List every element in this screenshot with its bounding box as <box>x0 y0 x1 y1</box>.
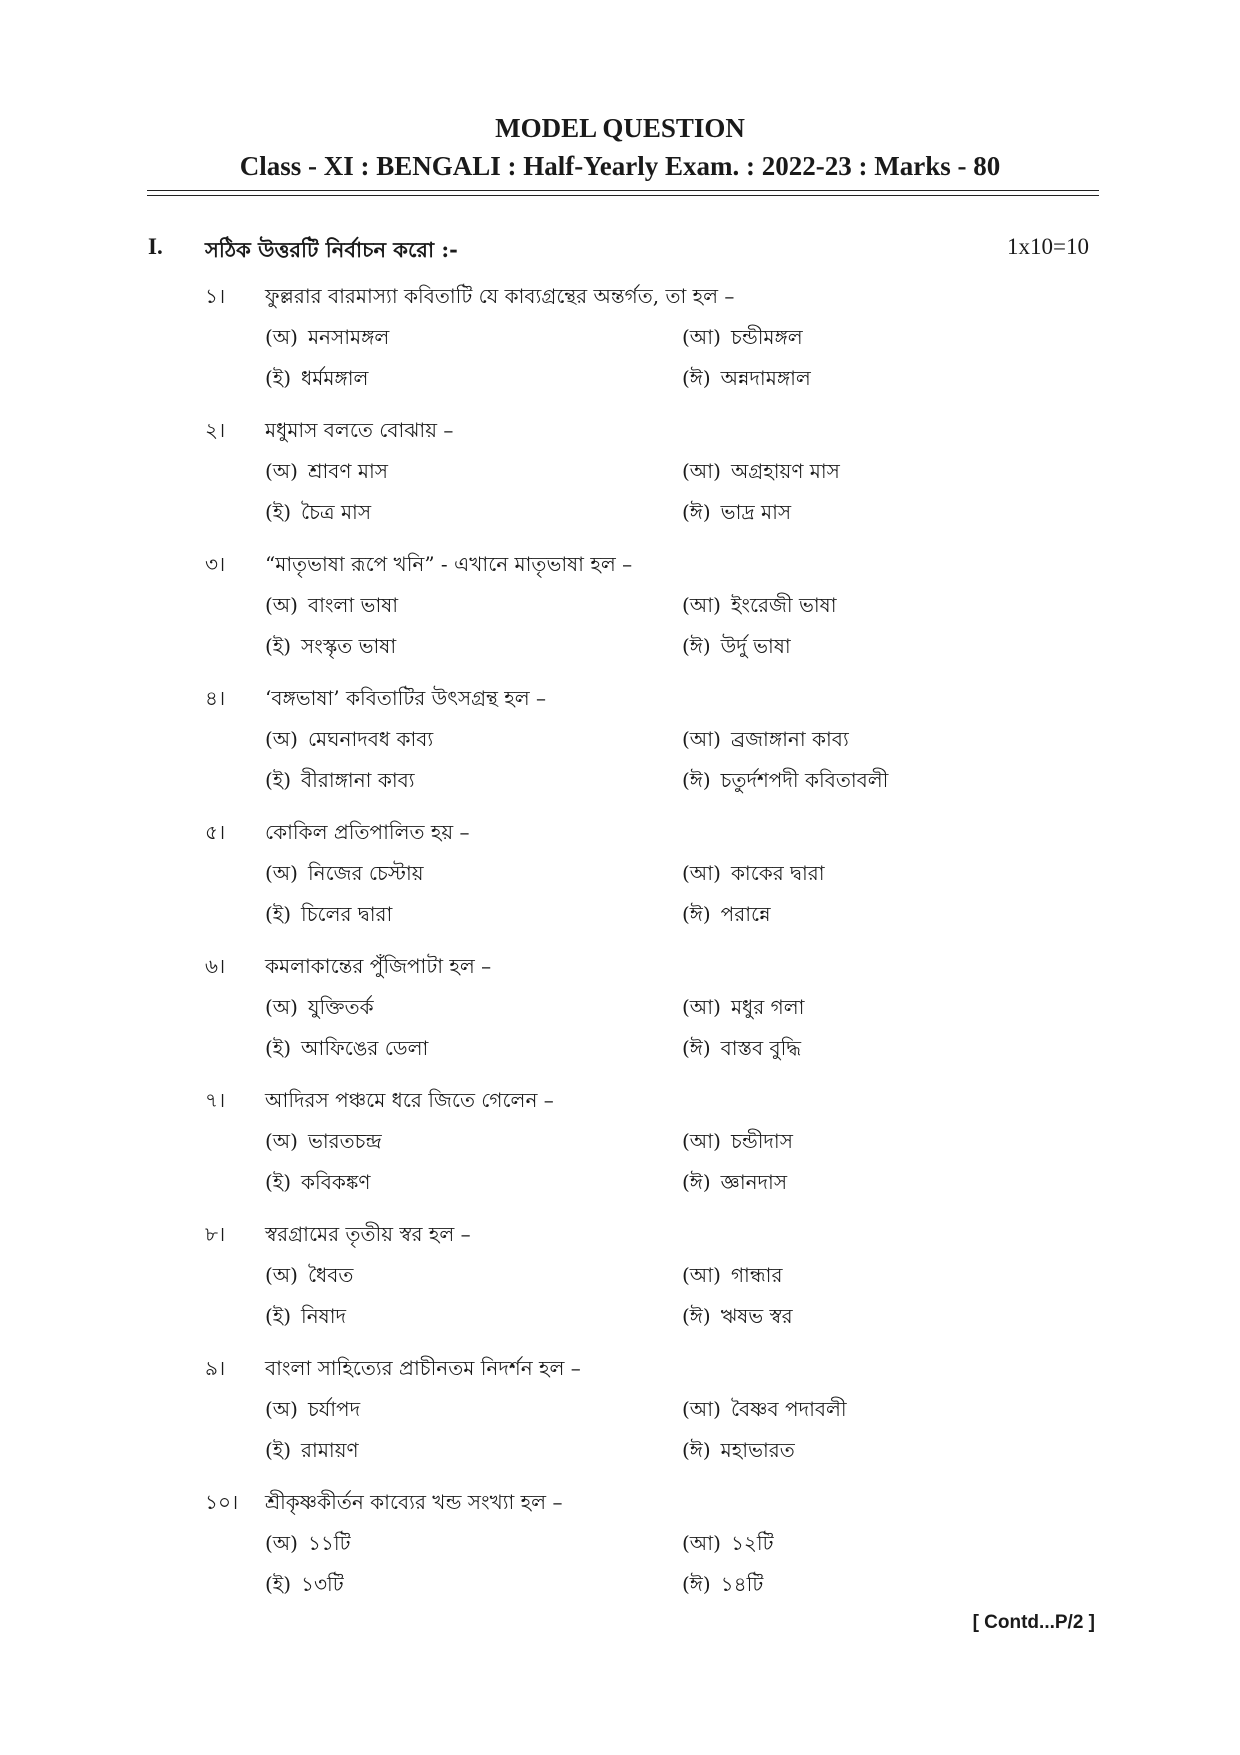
option-label: (অ) <box>265 1397 298 1421</box>
section-heading: সঠিক উত্তরটি নির্বাচন করো :- <box>205 237 458 262</box>
option-text: ভারতচন্দ্র <box>307 1129 382 1153</box>
option-label: (আ) <box>682 325 721 349</box>
option-text: চর্যাপদ <box>307 1397 361 1421</box>
question-item <box>0 684 1240 809</box>
answer-option <box>265 1168 370 1201</box>
answer-option <box>682 1168 787 1201</box>
option-text: কাকের দ্বারা <box>730 861 825 885</box>
option-label: (আ) <box>682 995 721 1019</box>
option-text: ব্রজাঙ্গানা কাব্য <box>730 727 849 751</box>
answer-option <box>265 859 424 892</box>
option-text: নিষাদ <box>301 1304 347 1328</box>
answer-option <box>265 1261 353 1294</box>
option-label: (আ) <box>682 459 721 483</box>
question-number: ৪। <box>205 686 226 710</box>
question-number: ১। <box>205 284 226 308</box>
option-text: চিলের দ্বারা <box>301 902 393 926</box>
question-item <box>0 282 1240 407</box>
section-marks: 1x10=10 <box>1007 234 1089 259</box>
option-text: শ্রাবণ মাস <box>307 459 388 483</box>
question-number: ৩। <box>205 552 226 576</box>
option-label: (আ) <box>682 727 721 751</box>
answer-option <box>265 591 398 624</box>
option-label: (ঈ) <box>682 634 711 658</box>
option-label: (ই) <box>265 1572 292 1596</box>
option-text: ধৈবত <box>307 1263 354 1287</box>
option-text: চতুর্দশপদী কবিতাবলী <box>720 768 889 792</box>
option-text: রামায়ণ <box>301 1438 359 1462</box>
option-text: ১২টি <box>730 1531 774 1555</box>
answer-option <box>265 323 389 356</box>
option-label: (আ) <box>682 1263 721 1287</box>
question-number: ২। <box>205 418 226 442</box>
answer-option <box>682 632 791 665</box>
option-label: (ই) <box>265 500 292 524</box>
question-text: কমলাকান্তের পুঁজিপাটা হল – <box>265 954 492 978</box>
question-item <box>0 1354 1240 1479</box>
option-text: আফিঙের ডেলা <box>301 1036 429 1060</box>
answer-option <box>682 1034 801 1067</box>
option-label: (অ) <box>265 459 298 483</box>
option-text: ভাদ্র মাস <box>720 500 792 524</box>
question-text: স্বরগ্রামের তৃতীয় স্বর হল – <box>265 1222 471 1246</box>
option-label: (ই) <box>265 902 292 926</box>
answer-option <box>682 498 791 531</box>
question-text: মধুমাস বলতে বোঝায় – <box>265 418 454 442</box>
option-label: (ই) <box>265 1438 292 1462</box>
answer-option <box>682 859 825 892</box>
option-text: নিজের চেস্টায় <box>307 861 424 885</box>
question-item <box>0 952 1240 1077</box>
answer-option <box>265 364 368 397</box>
option-label: (ই) <box>265 1170 292 1194</box>
option-label: (আ) <box>682 861 721 885</box>
answer-option <box>682 457 840 490</box>
option-text: মধুর গলা <box>730 995 805 1019</box>
answer-option <box>265 632 396 665</box>
option-label: (অ) <box>265 861 298 885</box>
option-text: চন্ডীদাস <box>730 1129 793 1153</box>
option-label: (ঈ) <box>682 1036 711 1060</box>
question-item <box>0 1086 1240 1211</box>
option-label: (ই) <box>265 634 292 658</box>
question-item <box>0 550 1240 675</box>
continued-note: [ Contd...P/2 ] <box>972 1612 1095 1633</box>
question-item <box>0 1220 1240 1345</box>
page-title: MODEL QUESTION <box>495 113 745 143</box>
option-label: (আ) <box>682 1531 721 1555</box>
option-text: জ্ঞানদাস <box>720 1170 788 1194</box>
answer-option <box>682 1570 763 1603</box>
option-text: ১৩টি <box>301 1572 344 1596</box>
question-number: ৫। <box>205 820 226 844</box>
answer-option <box>682 364 811 397</box>
answer-option <box>265 1529 351 1562</box>
option-text: চন্ডীমঙ্গল <box>730 325 803 349</box>
question-number: ১০। <box>205 1490 239 1514</box>
option-label: (ঈ) <box>682 1304 711 1328</box>
option-text: কবিকঙ্কণ <box>301 1170 371 1194</box>
option-label: (ঈ) <box>682 768 711 792</box>
question-number: ৯। <box>205 1356 226 1380</box>
option-label: (আ) <box>682 1129 721 1153</box>
header-rule-bottom <box>147 195 1099 196</box>
option-text: ১১টি <box>307 1531 351 1555</box>
question-item <box>0 818 1240 943</box>
answer-option <box>682 323 803 356</box>
option-text: অগ্রহায়ণ মাস <box>730 459 840 483</box>
option-text: পরান্নে <box>720 902 771 926</box>
answer-option <box>265 1034 428 1067</box>
option-text: বীরাঙ্গানা কাব্য <box>301 768 415 792</box>
option-label: (অ) <box>265 1263 298 1287</box>
option-label: (ঈ) <box>682 500 711 524</box>
option-label: (অ) <box>265 727 298 751</box>
question-text: কোকিল প্রতিপালিত হয় – <box>265 820 470 844</box>
answer-option <box>682 1127 793 1160</box>
option-label: (ই) <box>265 1036 292 1060</box>
option-label: (অ) <box>265 1531 298 1555</box>
question-text: আদিরস পঞ্চমে ধরে জিতে গেলেন – <box>265 1088 554 1112</box>
question-item <box>0 1488 1240 1613</box>
answer-option <box>265 725 433 758</box>
option-text: অন্নদামঙ্গাল <box>720 366 811 390</box>
option-text: বাংলা ভাষা <box>307 593 399 617</box>
header-rule-top <box>147 190 1099 191</box>
option-label: (আ) <box>682 593 721 617</box>
question-text: ‘বঙ্গভাষা’ কবিতাটির উৎসগ্রন্থ হল – <box>265 686 547 710</box>
option-label: (অ) <box>265 1129 298 1153</box>
answer-option <box>265 900 392 933</box>
question-number: ৭। <box>205 1088 226 1112</box>
answer-option <box>682 766 888 799</box>
option-label: (ই) <box>265 1304 292 1328</box>
option-text: চৈত্র মাস <box>301 500 372 524</box>
option-label: (ঈ) <box>682 1572 711 1596</box>
option-text: মহাভারত <box>720 1438 795 1462</box>
option-text: ১৪টি <box>720 1572 764 1596</box>
option-text: উর্দু ভাষা <box>720 634 791 658</box>
answer-option <box>265 1395 360 1428</box>
option-label: (ই) <box>265 768 292 792</box>
option-label: (ঈ) <box>682 902 711 926</box>
option-label: (অ) <box>265 995 298 1019</box>
option-label: (ঈ) <box>682 366 711 390</box>
answer-option <box>265 1302 346 1335</box>
option-text: ঋষভ স্বর <box>720 1304 793 1328</box>
exam-subtitle: Class - XI : BENGALI : Half-Yearly Exam. : 2022-23 : Marks - 80 <box>239 151 1001 181</box>
question-text: ফুল্লরার বারমাস্যা কবিতাটি যে কাব্যগ্রন্থের অন্তর্গত, তা হল – <box>265 284 735 308</box>
option-label: (অ) <box>265 325 298 349</box>
option-text: বৈষ্ণব পদাবলী <box>730 1397 847 1421</box>
section-number: I. <box>148 234 163 259</box>
answer-option <box>682 591 837 624</box>
answer-option <box>265 993 374 1026</box>
answer-option <box>265 1436 359 1469</box>
option-label: (ই) <box>265 366 292 390</box>
option-text: যুক্তিতর্ক <box>307 995 374 1019</box>
answer-option <box>682 1261 783 1294</box>
answer-option <box>682 725 849 758</box>
answer-option <box>682 1436 795 1469</box>
answer-option <box>265 1570 344 1603</box>
option-label: (আ) <box>682 1397 721 1421</box>
option-text: বাস্তব বুদ্ধি <box>720 1036 801 1060</box>
option-text: ইংরেজী ভাষা <box>730 593 837 617</box>
option-text: ধর্মমঙ্গাল <box>301 366 369 390</box>
answer-option <box>265 498 371 531</box>
answer-option <box>682 900 771 933</box>
option-text: মেঘনাদবধ কাব্য <box>307 727 434 751</box>
option-label: (অ) <box>265 593 298 617</box>
question-text: বাংলা সাহিত্যের প্রাচীনতম নিদর্শন হল – <box>265 1356 581 1380</box>
option-label: (ঈ) <box>682 1438 711 1462</box>
question-item <box>0 416 1240 541</box>
answer-option <box>682 1302 793 1335</box>
question-number: ৬। <box>205 954 226 978</box>
question-text: শ্রীকৃষ্ণকীর্তন কাব্যের খন্ড সংখ্যা হল – <box>265 1490 563 1514</box>
option-text: মনসামঙ্গল <box>307 325 390 349</box>
question-text: “মাতৃভাষা রূপে খনি” - এখানে মাতৃভাষা হল – <box>265 552 633 576</box>
question-number: ৮। <box>205 1222 226 1246</box>
answer-option <box>265 1127 382 1160</box>
answer-option <box>682 1529 774 1562</box>
answer-option <box>682 1395 847 1428</box>
option-text: সংস্কৃত ভাষা <box>301 634 397 658</box>
option-text: গান্ধার <box>730 1263 783 1287</box>
option-label: (ঈ) <box>682 1170 711 1194</box>
answer-option <box>682 993 804 1026</box>
answer-option <box>265 457 388 490</box>
answer-option <box>265 766 415 799</box>
